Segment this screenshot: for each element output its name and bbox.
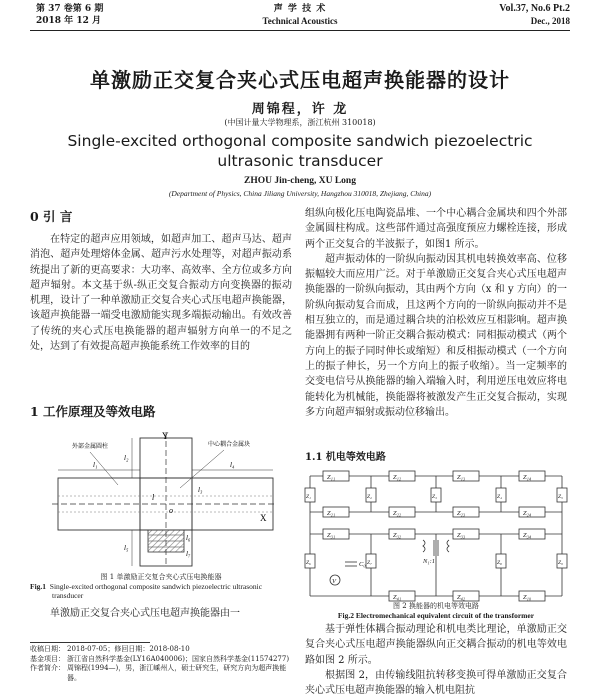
figure1-caption-zh: 图 1 单激励正交复合夹心式压电换能器 — [100, 573, 222, 581]
figure1-caption-text: Single-excited orthogonal composite sandwich piezoelectric ultrasonic transducer — [49, 582, 263, 600]
lbl-z32: Z₃₂ — [393, 532, 402, 539]
title-en-line1: Single-excited orthogonal composite sandwich piezoelectric — [67, 132, 533, 150]
section1-left-body — [30, 606, 292, 621]
fn-received-value: 2018-07-05；修回日期：2018-08-10 — [67, 645, 190, 653]
footnote-rule — [30, 642, 150, 643]
fn-fund-key: 基金项目： — [30, 654, 65, 663]
fig1-label-l1: l₁ — [93, 461, 98, 469]
lbl-z23: Z₂₃ — [457, 510, 466, 517]
fn-fund-value: 浙江省自然科学基金(LY16A040006)；国家自然科学基金(11574277) — [67, 654, 290, 663]
section1-heading: 1 工作原理及等效电路 — [30, 404, 156, 419]
footnotes — [30, 645, 290, 683]
affiliation-zh: (中国计量大学物理系，浙江杭州 310018) — [224, 118, 376, 127]
transformer-coil-right — [447, 540, 449, 552]
section1-right-paragraph2: 超声振动体的一阶纵向振动因其机电转换效率高、位移振幅较大而应用广泛。对于单激励正交复合夹心式压电超声换能器的一阶纵向振动，其由两个方向（x 和 y 方向）的一阶纵向振动复合而成，且这两个方向的一阶纵向振动并不是相互独立的，而是通过耦合块的泊松效应互相影响。超声换能器拥有两种一阶正交耦合振动模式：同相振动模式（两个方向上的振子同时伸长或缩短）和反相振动模式（一个方向上的振子伸长，另一个方向上的振子收缩）。当一定频率的交变电信号从换能器的输入端输入时，利用逆压电效应将电能转化为机械能，换能器将被激发产生正交复合振动，实现多方向超声辐射或振动位移输出。 — [305, 253, 567, 418]
figure1-caption-label: Fig.1 — [30, 582, 47, 591]
subsection11-body — [305, 622, 567, 698]
lbl-z21: Z₂₁ — [327, 510, 336, 517]
header-volume-issue: 第 37 卷第 6 期 — [36, 4, 104, 14]
journal-header — [0, 0, 600, 32]
authors-en: ZHOU Jin-cheng, XU Long — [244, 176, 356, 186]
header-volume-en: Vol.37, No.6 Pt.2 — [499, 3, 570, 14]
authors-zh: 周锦程，许 龙 — [251, 102, 349, 117]
journal-name-en: Technical Acoustics — [262, 16, 338, 26]
lbl-z42: Z₄₂ — [457, 594, 466, 601]
fig1-label-l3: l₃ — [198, 486, 203, 494]
fig1-label-x: X — [260, 513, 267, 523]
lbl-z14: Z₁₄ — [523, 474, 532, 481]
figure2-circuit — [305, 462, 567, 602]
figure1-diagram — [48, 430, 278, 570]
fig1-label-l: l — [152, 493, 155, 502]
lbl-z13: Z₁₃ — [457, 474, 466, 481]
header-vol-en — [499, 3, 570, 27]
lbl-n1: N₁:1 — [423, 558, 436, 565]
fig1-label-l5: l₅ — [124, 544, 129, 552]
lbl-z6: Z₆ — [306, 560, 311, 566]
header-date-en: Dec., 2018 — [530, 16, 570, 26]
figure1-caption-en — [30, 582, 292, 600]
footnote-fund — [30, 655, 290, 665]
header-date-zh: 2018 年 12 月 — [36, 16, 101, 26]
lbl-z7: Z₇ — [367, 560, 372, 566]
footnote-author — [30, 664, 290, 683]
lbl-z11: Z₁₁ — [327, 474, 336, 481]
paper-title-en — [60, 131, 540, 171]
section1-right-body — [305, 206, 567, 420]
header-volume — [36, 3, 103, 27]
header-journal — [200, 3, 400, 27]
figure2-caption-en: Fig.2 Electromechanical equivalent circuit of the transformer — [337, 611, 535, 620]
fig1-label-o: o — [169, 506, 173, 515]
header-rule — [30, 30, 570, 31]
lbl-c0: C₀ — [359, 561, 366, 568]
fig1-label-y: Y — [162, 431, 169, 441]
subsection11-paragraph-last: 根据图 2，由传输线阻抗转移变换可得单激励正交复合夹心式压电超声换能器的输入机电阻抗 — [305, 669, 567, 697]
lbl-z9: Z₉ — [558, 560, 563, 566]
fig1-label-l4: l₄ — [230, 461, 235, 469]
lbl-z5: Z₅ — [558, 494, 563, 500]
fn-author-value: 周锦程(1994—)，男，浙江嵊州人，硕士研究生，研究方向为超声换能器。 — [67, 664, 287, 682]
figure2-caption — [305, 602, 567, 620]
fig1-label-l7: l₇ — [186, 550, 191, 558]
section0-heading: 0 引 言 — [30, 209, 73, 224]
fig1-label-l6: l₆ — [186, 534, 191, 542]
lbl-z12: Z₁₂ — [393, 474, 402, 481]
lbl-z34: Z₃₄ — [523, 532, 532, 539]
figure1-caption — [30, 573, 292, 600]
subsection11-heading: 1.1 机电等效电路 — [305, 452, 386, 463]
lbl-z4: Z₄ — [497, 494, 502, 500]
lbl-z33: Z₃₃ — [457, 532, 466, 539]
lbl-z24: Z₂₄ — [523, 510, 532, 517]
lbl-v: V — [332, 578, 336, 585]
figure2-caption-zh: 图 2 换能器的机电等效电路 — [393, 602, 479, 610]
fig1-label-block: 中心耦合金属块 — [208, 441, 251, 448]
subsection11-paragraph: 基于弹性体耦合振动理论和机电类比理论，单激励正交复合夹心式压电超声换能器纵向正交耦合振动的机电等效电路如图 2 所示。 — [305, 624, 567, 666]
lbl-z31: Z₃₁ — [327, 532, 336, 539]
fn-received-key: 收稿日期： — [30, 645, 65, 653]
lbl-z1: Z₁ — [306, 494, 311, 500]
transformer-coil-left — [423, 540, 425, 552]
section1-left-paragraph: 单激励正交复合夹心式压电超声换能器由一 — [50, 608, 240, 619]
section0-body — [30, 232, 292, 354]
lbl-z2: Z₂ — [367, 494, 372, 500]
title-en-line2: ultrasonic transducer — [217, 152, 383, 170]
fig1-label-l2: l₂ — [124, 454, 129, 462]
journal-name-zh: 声 学 技 术 — [273, 4, 327, 14]
footnote-received — [30, 645, 290, 655]
lbl-z3: Z₃ — [432, 494, 437, 500]
lbl-z22: Z₂₂ — [393, 510, 402, 517]
leader-block — [180, 450, 224, 488]
fn-author-key: 作者简介： — [30, 664, 65, 672]
fig1-label-cylinder: 外部金属圆柱 — [72, 443, 109, 450]
affiliation-en: (Department of Physics, China Jiliang University, Hangzhou 310018, Zhejiang, China) — [168, 189, 432, 198]
lbl-z10: Z₁₀ — [523, 594, 532, 601]
paper-title-zh: 单激励正交复合夹心式压电超声换能器的设计 — [90, 68, 510, 92]
section1-right-paragraph1: 组纵向极化压电陶瓷晶堆、一个中心耦合金属块和四个外部金属圆柱构成。这些部件通过高强度预应力螺栓连接，形成两个正交复合的半波振子，如图1 所示。 — [305, 208, 567, 250]
lbl-z41: Z₄₁ — [393, 594, 402, 601]
section0-paragraph: 在特定的超声应用领域，如超声加工、超声马达、超声消泡、超声处理熔体金属、超声污水处理等，对超声振动系统提出了新的更高要求：大功率、高效率、全方位或多方向超声辐射。本文基于纵-纵正交复合振动方向变换器的振动机理，设计了一种单激励正交复合夹心式压电超声换能器，该超声换能器一端受电激励能实现多端振动输出。有效改善了传统的夹心式压电换能器的超声辐射方向单一的不足之处，达到了有效提高超声换能系统工作效率的目的 — [30, 234, 292, 353]
lbl-z8: Z₈ — [497, 560, 502, 566]
